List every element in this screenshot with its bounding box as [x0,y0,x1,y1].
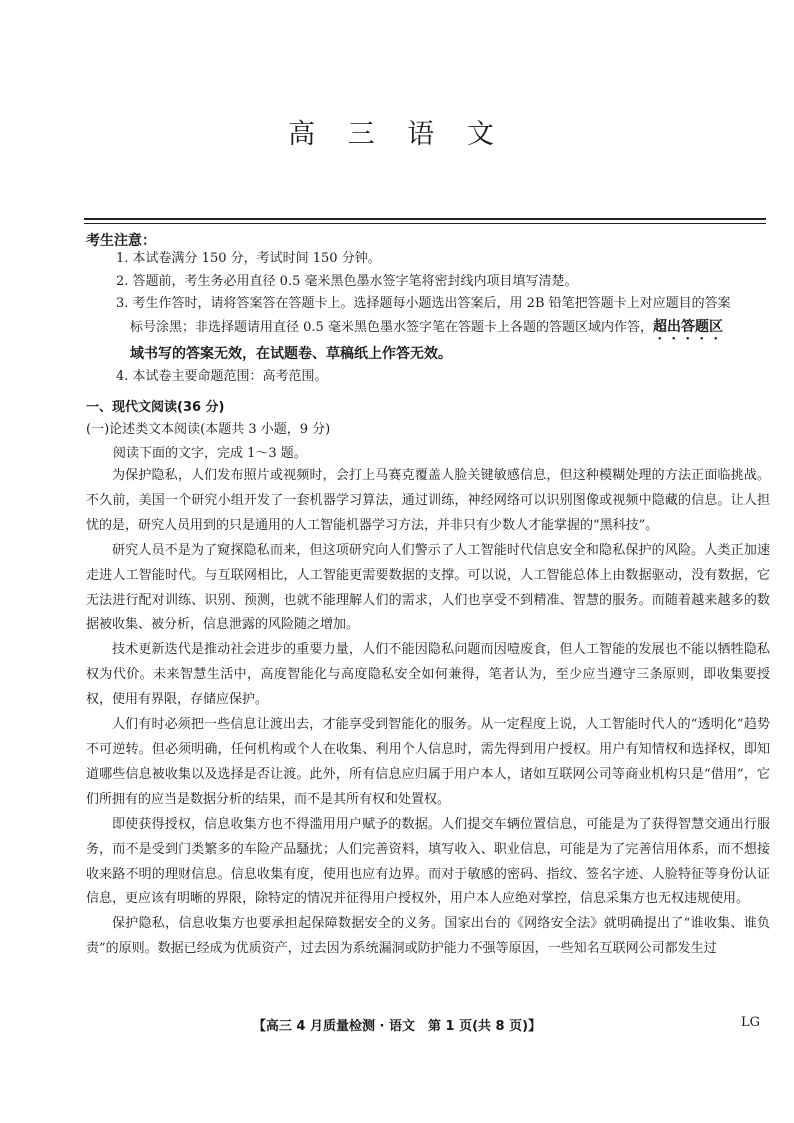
notice-warning-emphasis: 超出答题区 [652,318,723,335]
passage-paragraph: 保护隐私，信息收集方也要承担起保障数据安全的义务。国家出台的《网络安全法》就明确提出了“谁收集、谁负责”的原则。数据已经成为优质资产，过去因为系统漏洞或防护能力不强等原因，一些知名互联网公司都发生过 [86,916,770,957]
notice-item-4: 4. 本试卷主要命题范围：高考范围。 [116,369,328,384]
passage-paragraph: 技术更新迭代是推动社会进步的重要力量，人们不能因隐私问题而因噎废食，但人工智能的发展也不能以牺牲隐私权为代价。未来智慧生活中，高度智能化与高度隐私安全如何兼得，笔者认为，至少应当遵守三条原则，即收集要授权，使用有界限，存储应保护。 [86,642,770,708]
header-rule-thick [84,218,766,220]
reading-instruction: 阅读下面的文字，完成 1～3 题。 [113,446,307,461]
notice-item-1: 1. 本试卷满分 150 分，考试时间 150 分钟。 [116,251,381,266]
notice-item-3: 3. 考生作答时，请将答案答在答题卡上。选择题每小题选出答案后，用 2B 铅笔把答题卡上对应题目的答案 [116,296,731,311]
notice-warning-text: 域书写的答案无效，在试题卷、草稿纸上作答无效。 [130,345,452,362]
notice-heading: 考生注意： [86,233,156,249]
passage-paragraph: 为保护隐私，人们发布照片或视频时，会打上马赛克覆盖人脸关键敏感信息，但这种模糊处理的方法正面临挑战。不久前，美国一个研究小组开发了一套机器学习算法，通过训练，神经网络可以识别图像或视频中隐藏的信息。让人担忧的是，研究人员用到的只是通用的人工智能机器学习方法，并非只有少数人才能掌握的“黑科技”。 [86,468,770,533]
header-rule-thin [84,223,766,224]
notice-item-2: 2. 答题前，考生务必用直径 0.5 毫米黑色墨水签字笔将密封线内项目填写清楚。 [116,273,578,289]
section-title: 一、现代文阅读(36 分) [86,400,225,415]
reading-passage [86,464,770,962]
passage-paragraph: 即使获得授权，信息收集方也不得滥用用户赋予的数据。人们提交车辆位置信息，可能是为了获得智慧交通出行服务，而不是受到门类繁多的车险产品騷扰；人们完善资料，填写收入、职业信息，可能是为了完善信用体系，而不想接收来路不明的理财信息。信息收集有度，使用也应有边界。而对于敏感的密码、指纹、签名字迹、人脸特征等身份认证信息，更应该有明晰的界限，除特定的情况并征得用户授权外，用户本人应绝对掌控，信息采集方也无权违规使用。 [86,816,770,907]
notice-item-3-warning [116,343,771,367]
passage-paragraph: 研究人员不是为了窥探隐私而来，但这项研究向人们警示了人工智能时代信息安全和隐私保护的风险。人类正加速走进人工智能时代。与互联网相比，人工智能更需要数据的支撑。可以说，人工智能总体上由数据驱动，没有数据，它无法进行配对训练、识别、预测，也就不能理解人们的需求，人们也享受不到精准、智慧的服务。而随着越来越多的数据被收集、被分析，信息泄露的风险随之增加。 [86,542,770,633]
passage-paragraph: 人们有时必须把一些信息让渡出去，才能享受到智能化的服务。从一定程度上说，人工智能时代人的“透明化”趋势不可逆转。但必须明确，任何机构或个人在收集、利用个人信息时，需先得到用户授权。用户有知情权和选择权，即知道哪些信息被收集以及选择是否让渡。此外，所有信息应归属于用户本人，诸如互联网公司等商业机构只是“借用”，它们所拥有的应当是数据分析的结果，而不是其所有权和处置权。 [86,717,770,807]
page-footer: 【高三 4 月质量检测 · 语文 第 1 页(共 8 页)】 [252,1019,542,1034]
section-subtitle: (一)论述类文本阅读(本题共 3 小题，9 分) [86,422,331,437]
notice-list [116,248,771,389]
notice-item-3-text: 标号涂黑；非选择题请用直径 0.5 毫米黑色墨水签字笔在答题卡上各题的答题区域内作答， [130,319,653,335]
footer-code: LG [740,1015,760,1030]
notice-item-3-continued [116,316,771,343]
exam-title: 高 三 语 文 [288,119,506,150]
